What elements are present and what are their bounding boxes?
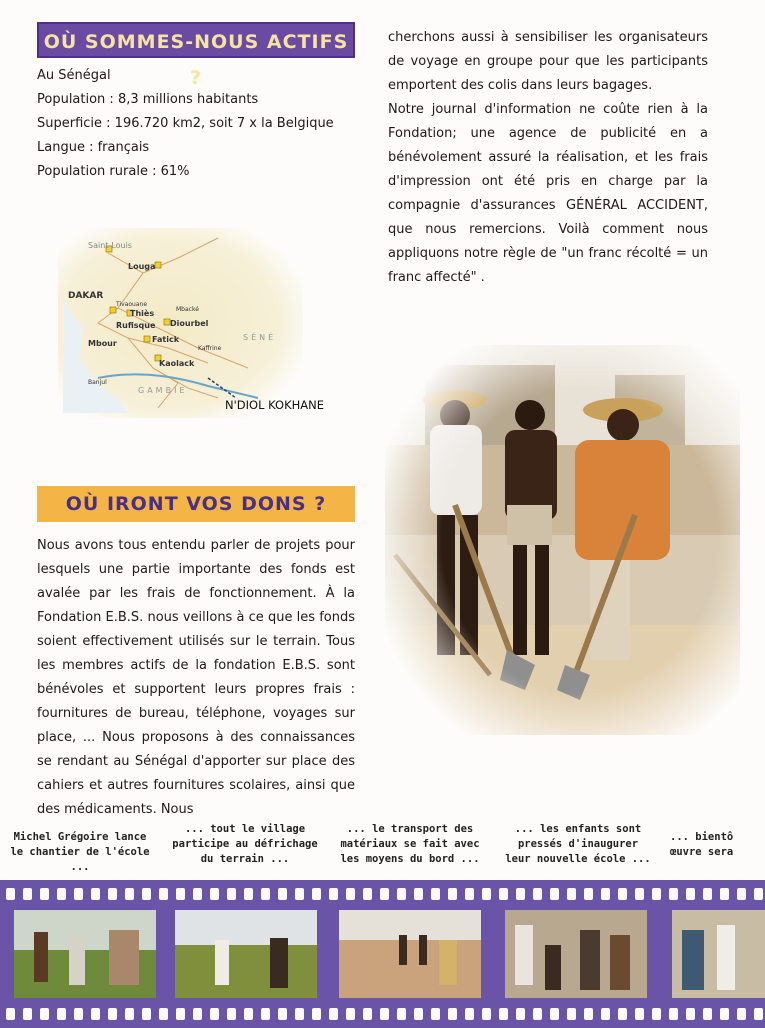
map-city-label: Banjul <box>88 379 107 386</box>
sprocket-hole <box>652 888 661 900</box>
sprocket-hole <box>635 888 644 900</box>
sprocket-hole <box>720 888 729 900</box>
sprocket-hole <box>40 888 49 900</box>
sprocket-hole <box>74 888 83 900</box>
sprocket-hole <box>380 1008 389 1020</box>
map-city-label: Kaolack <box>159 359 195 368</box>
sprocket-hole <box>635 1008 644 1020</box>
sprocket-hole <box>414 1008 423 1020</box>
caption-2: ... tout le village participe au défrichage du terrain ... <box>172 823 318 865</box>
sprocket-hole <box>23 1008 32 1020</box>
sprocket-hole <box>516 1008 525 1020</box>
map-city-label: Fatick <box>152 335 180 344</box>
sprocket-hole <box>550 888 559 900</box>
sprocket-hole <box>210 1008 219 1020</box>
sprocket-hole <box>482 1008 491 1020</box>
map-city-label: Thiès <box>130 309 155 318</box>
sprocket-hole <box>210 888 219 900</box>
sprocket-hole <box>380 888 389 900</box>
sprocket-hole <box>193 888 202 900</box>
sprocket-hole <box>499 888 508 900</box>
paragraph: Notre journal d'information ne coûte rien à la Fondation; une agence de publicité en a bénévolement assuré la réalisation, et les frais d'impression ont été pris en charge par la compagnie d'assurances GÉNÉRAL ACCIDENT, que nous remercions. Voilà comment nous appliquons notre règle de "un franc récolté = un franc affecté" . <box>388 102 708 285</box>
sprocket-hole <box>295 888 304 900</box>
sprocket-hole <box>669 1008 678 1020</box>
sprocket-hole <box>482 888 491 900</box>
map-city-label: Mbour <box>88 339 117 348</box>
map-city-label: Kaffrine <box>198 345 222 352</box>
sprocket-hole <box>686 888 695 900</box>
sprocket-hole <box>499 1008 508 1020</box>
caption-3: ... le transport des matériaux se fait avec les moyens du bord ... <box>340 823 480 865</box>
sprocket-hole <box>567 1008 576 1020</box>
sprocket-hole <box>312 888 321 900</box>
senegal-map <box>58 228 325 418</box>
section-title-ou-sommes-nous: OÙ SOMMES-NOUS ACTIFS ? <box>37 22 355 58</box>
sprocket-hole <box>686 1008 695 1020</box>
sprocket-hole <box>703 888 712 900</box>
sprocket-hole <box>346 888 355 900</box>
sprocket-hole <box>176 1008 185 1020</box>
caption-1: Michel Grégoire lance le chantier de l'école ... <box>10 831 150 873</box>
sprocket-hole <box>244 1008 253 1020</box>
film-frame-3 <box>339 910 481 998</box>
sprocket-hole <box>57 888 66 900</box>
sprocket-hole <box>363 888 372 900</box>
sprocket-hole <box>108 888 117 900</box>
sprocket-hole <box>159 888 168 900</box>
sprocket-hole <box>6 888 15 900</box>
donations-text: Nous avons tous entendu parler de projets pour lesquels une partie importante des fonds est avalée par les frais de fonctionnement. À la Fondation E.B.S. nous veillons à ce que les fonds soient effectivement utilisés sur le terrain. Tous les membres actifs de la fondation E.B.S. sont bénévoles et supportent leurs propres frais : fournitures de bureau, téléphone, voyages sur place, ... Nous proposons à des connaissances se rendant au Sénégal d'apporter sur place des cahiers et autres fournitures scolaires, ainsi que des médicaments. Nous <box>37 538 355 817</box>
sprocket-hole <box>533 888 542 900</box>
map-region-label: GAMBIE <box>138 386 188 395</box>
sprocket-hole <box>431 1008 440 1020</box>
paragraph: cherchons aussi à sensibiliser les organisateurs de voyage en groupe pour que les participants emportent des colis dans leurs bagages. <box>388 30 708 93</box>
sprocket-hole <box>550 1008 559 1020</box>
sprocket-hole <box>108 1008 117 1020</box>
country-info <box>37 64 337 184</box>
sprocket-hole <box>363 1008 372 1020</box>
sprocket-hole <box>125 888 134 900</box>
info-country: Au Sénégal <box>37 68 111 83</box>
sprocket-hole <box>176 888 185 900</box>
workers-photo <box>385 345 740 735</box>
sprocket-hole <box>244 888 253 900</box>
sprocket-hole <box>601 888 610 900</box>
sprocket-hole <box>193 1008 202 1020</box>
map-city-label: Rufisque <box>116 321 156 330</box>
right-column-text <box>388 26 708 290</box>
sprocket-hole <box>261 1008 270 1020</box>
sprocket-hole <box>703 1008 712 1020</box>
sprocket-hole <box>40 1008 49 1020</box>
map-city-label: Saint-Louis <box>88 241 132 250</box>
sprocket-hole <box>329 888 338 900</box>
sprocket-hole <box>278 888 287 900</box>
filmstrip-captions <box>0 820 765 873</box>
sprocket-hole <box>533 1008 542 1020</box>
sprocket-hole <box>414 888 423 900</box>
sprocket-hole <box>23 888 32 900</box>
sprocket-hole <box>159 1008 168 1020</box>
sprocket-hole <box>227 1008 236 1020</box>
sprocket-hole <box>448 888 457 900</box>
map-city-label: Mbacké <box>176 306 199 313</box>
sprocket-hole <box>516 888 525 900</box>
filmstrip <box>0 880 765 1028</box>
map-city-label: DAKAR <box>68 291 104 301</box>
film-frame-1 <box>14 910 156 998</box>
sprocket-hole <box>91 1008 100 1020</box>
map-city-label: Diourbel <box>170 319 209 328</box>
sprocket-hole <box>448 1008 457 1020</box>
sprocket-hole <box>754 888 763 900</box>
sprocket-hole <box>652 1008 661 1020</box>
sprocket-hole <box>6 1008 15 1020</box>
caption-4: ... les enfants sont pressés d'inaugurer leur nouvelle école ... <box>505 823 651 865</box>
ndiol-kokhane-label: N'DIOL KOKHANE <box>225 398 325 412</box>
sprocket-hole <box>278 1008 287 1020</box>
map-city-label: Tivaouane <box>116 301 148 308</box>
sprocket-hole <box>312 1008 321 1020</box>
film-frame-5 <box>672 910 765 998</box>
info-rural: Population rurale : 61% <box>37 164 190 179</box>
sprocket-hole <box>465 1008 474 1020</box>
sprocket-hole <box>618 1008 627 1020</box>
caption-5: ... bientô œuvre sera <box>670 831 734 858</box>
sprocket-hole <box>737 888 746 900</box>
sprocket-hole <box>754 1008 763 1020</box>
map-region-label: SÉNÉ <box>243 333 277 342</box>
sprocket-hole <box>618 888 627 900</box>
sprocket-hole <box>737 1008 746 1020</box>
sprocket-hole <box>142 888 151 900</box>
sprocket-hole <box>261 888 270 900</box>
sprocket-hole <box>329 1008 338 1020</box>
sprocket-hole <box>567 888 576 900</box>
sprocket-hole <box>397 888 406 900</box>
sprocket-hole <box>465 888 474 900</box>
sprocket-hole <box>669 888 678 900</box>
film-frame-4 <box>505 910 647 998</box>
section-title-ou-iront-vos-dons: OÙ IRONT VOS DONS ? <box>37 486 355 522</box>
sprocket-hole <box>142 1008 151 1020</box>
info-population: Population : 8,3 millions habitants <box>37 92 259 107</box>
sprocket-hole <box>584 1008 593 1020</box>
sprocket-hole <box>74 1008 83 1020</box>
sprocket-hole <box>295 1008 304 1020</box>
map-city-label: Louga <box>128 262 156 271</box>
info-language: Langue : français <box>37 140 150 155</box>
sprocket-hole <box>125 1008 134 1020</box>
sprocket-hole <box>584 888 593 900</box>
sprocket-hole <box>431 888 440 900</box>
sprocket-hole <box>57 1008 66 1020</box>
sprocket-hole <box>397 1008 406 1020</box>
sprocket-hole <box>346 1008 355 1020</box>
film-frame-2 <box>175 910 317 998</box>
sprocket-hole <box>720 1008 729 1020</box>
sprocket-hole <box>227 888 236 900</box>
info-area: Superficie : 196.720 km2, soit 7 x la Belgique <box>37 116 334 131</box>
sprocket-hole <box>91 888 100 900</box>
sprocket-hole <box>601 1008 610 1020</box>
